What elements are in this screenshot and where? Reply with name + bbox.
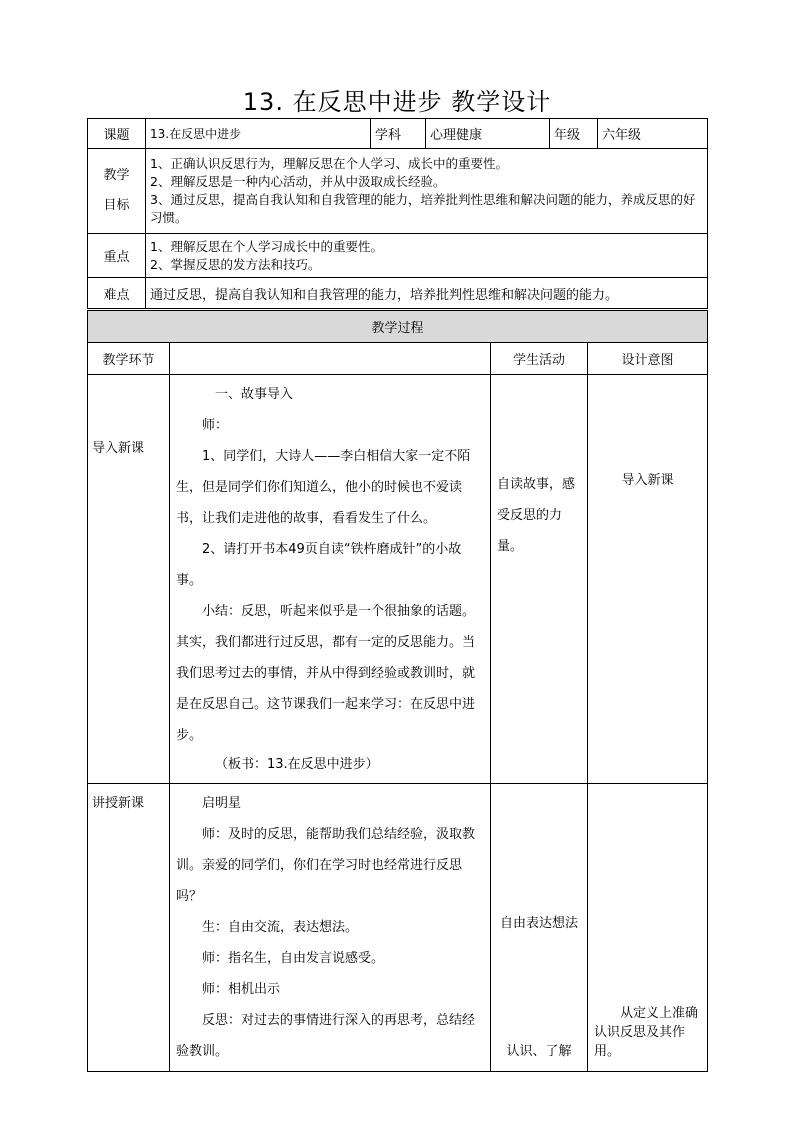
- process-header: 教学过程: [88, 311, 708, 343]
- teaching-line: 师：及时的反思，能帮助我们总结经验，汲取教训。亲爱的同学们，你们在学习时也经常进行反思吗？: [176, 827, 476, 904]
- key-point-item: 1、理解反思在个人学习成长中的重要性。: [150, 238, 383, 254]
- intro-line: 1、同学们，大诗人——李白相信大家一定不陌生，但是同学们你们知道么，他小的时候也不爱读书，让我们走进他的故事，看看发生了什么。: [176, 449, 471, 526]
- intro-line: 小结：反思，听起来似乎是一个很抽象的话题。其实，我们都进行过反思，都有一定的反思能力。当我们思考过去的事情，并从中得到经验或教训时，就是在反思自己。这节课我们一起来学习：在反思中进步。: [176, 604, 476, 743]
- intro-line: 师：: [202, 418, 229, 433]
- col-blank-header: [170, 343, 491, 375]
- page-title: 13. 在反思中进步 教学设计: [242, 88, 552, 116]
- col-student-header: 学生活动: [491, 343, 588, 375]
- teaching-line: 师：指名生，自由发言说感受。: [202, 951, 385, 966]
- process-table: [87, 310, 708, 1072]
- intro-line: （板书：13.在反思中进步）: [215, 757, 379, 772]
- grade-label: 年级: [550, 119, 598, 149]
- goals-label-line2: 目标: [103, 198, 130, 213]
- topic-label: 课题: [88, 119, 146, 149]
- col-intent-header: 设计意图: [588, 343, 708, 375]
- difficulty-label: 难点: [88, 278, 146, 309]
- goal-item: 3、通过反思，提高自我认知和自我管理的能力，培养批判性思维和解决问题的能力，养成反思的好习惯。: [150, 192, 696, 225]
- stage-intro: 导入新课: [88, 375, 170, 784]
- intro-content: [170, 375, 491, 784]
- teaching-intent-text: 从定义上准确认识反思及其作用。: [594, 1006, 699, 1059]
- topic-value: 13.在反思中进步: [146, 119, 371, 149]
- goal-item: 1、正确认识反思行为，理解反思在个人学习、成长中的重要性。: [150, 156, 508, 171]
- teaching-student-activity: [491, 784, 588, 1072]
- teaching-student-activity-1: 自由表达想法: [499, 916, 578, 931]
- difficulty-value: 通过反思，提高自我认知和自我管理的能力，培养批判性思维和解决问题的能力。: [146, 278, 708, 309]
- goals-label-line1: 教学: [103, 168, 130, 183]
- goal-item: 2、理解反思是一种内心活动，并从中汲取成长经验。: [150, 174, 446, 189]
- stage-teaching: 讲授新课: [88, 784, 170, 1072]
- subject-value: 心理健康: [426, 119, 550, 149]
- teaching-line: 启明星: [202, 796, 242, 811]
- teaching-student-activity-2: 认识、了解: [506, 1044, 572, 1059]
- key-point-item: 2、掌握反思的发方法和技巧。: [150, 256, 321, 272]
- key-label: 重点: [88, 234, 146, 278]
- teaching-line: 生：自由交流，表达想法。: [202, 920, 359, 935]
- info-table: [87, 118, 708, 309]
- col-stage-header: 教学环节: [88, 343, 170, 375]
- goals-cell: [146, 149, 708, 234]
- intro-intent: 导入新课: [588, 375, 708, 784]
- teaching-intent: [588, 784, 708, 1072]
- intro-line: 一、故事导入: [215, 387, 294, 402]
- subject-label: 学科: [371, 119, 426, 149]
- teaching-line: 反思：对过去的事情进行深入的再思考，总结经验教训。: [176, 1013, 476, 1059]
- intro-line: 2、请打开书本49页自读“铁杵磨成针”的小故事。: [176, 542, 462, 588]
- grade-value: 六年级: [598, 119, 708, 149]
- key-points-cell: [146, 234, 708, 278]
- goals-label: [88, 149, 146, 234]
- teaching-line: 师：相机出示: [202, 982, 281, 997]
- teaching-content: [170, 784, 491, 1072]
- intro-student-activity: 自读故事，感受反思的力量。: [491, 375, 588, 784]
